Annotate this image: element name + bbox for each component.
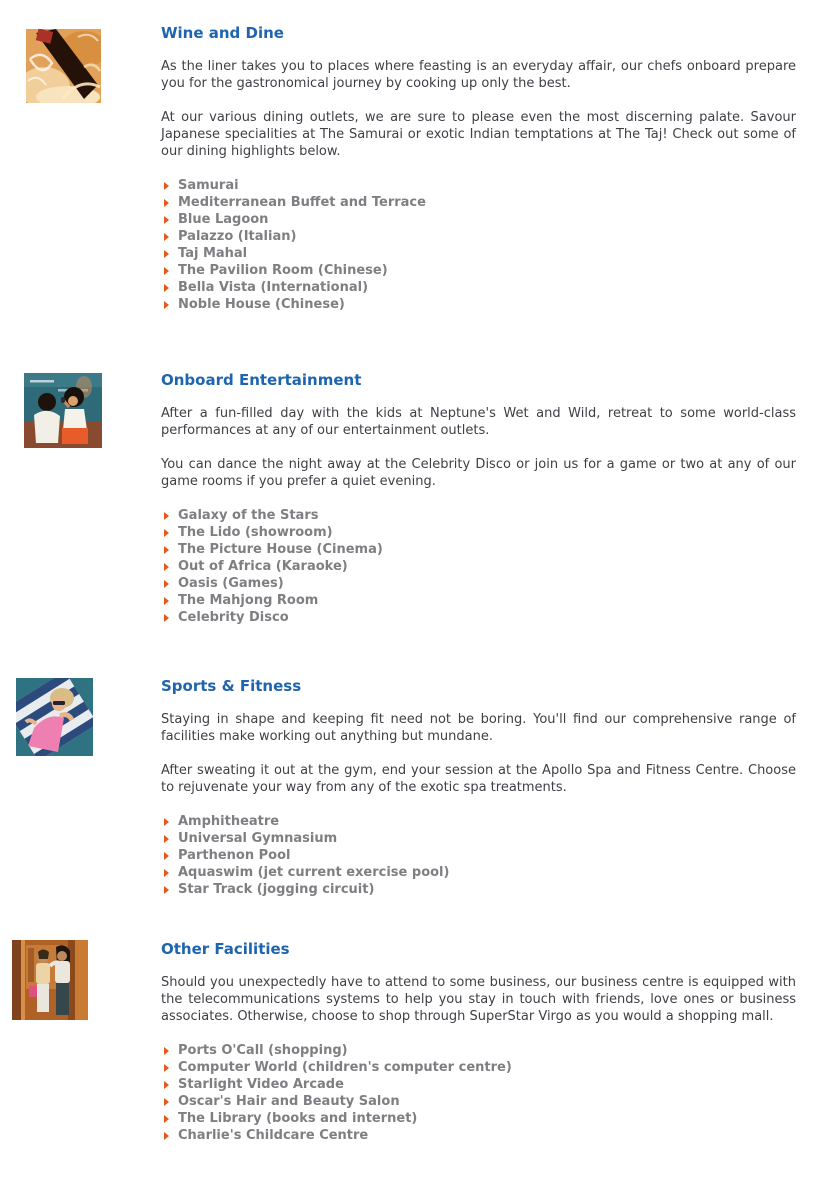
- bullet-arrow-icon: [164, 852, 169, 860]
- section-sports-fitness: [0, 677, 822, 898]
- feature-list: [161, 813, 796, 898]
- bullet-arrow-icon: [164, 216, 169, 224]
- section-paragraph: Staying in shape and keeping fit need not be boring. You'll find our comprehensive range of facilities make working out anything but mundane.: [161, 712, 796, 744]
- list-item-label: The Lido (showroom): [178, 525, 333, 540]
- list-item: [161, 296, 796, 313]
- bullet-arrow-icon: [164, 614, 169, 622]
- thumbnail-column: [0, 940, 161, 1020]
- section-paragraph: After sweating it out at the gym, end your session at the Apollo Spa and Fitness Centre. Choose to rejuvenate your way from any of the exotic spa treatments.: [161, 763, 796, 795]
- section-paragraph: You can dance the night away at the Celebrity Disco or join us for a game or two at any of our game rooms if you prefer a quiet evening.: [161, 457, 796, 489]
- list-item: [161, 211, 796, 228]
- bullet-arrow-icon: [164, 182, 169, 190]
- list-item: [161, 609, 796, 626]
- list-item: [161, 1042, 796, 1059]
- section-paragraph: As the liner takes you to places where feasting is an everyday affair, our chefs onboard prepare you for the gastronomical journey by cooking up only the best.: [161, 59, 796, 91]
- section-paragraph: At our various dining outlets, we are sure to please even the most discerning palate. Savour Japanese specialities at The Samurai or exotic Indian temptations at The Taj! Check out some of our dining highlights below.: [161, 110, 796, 159]
- list-item: [161, 194, 796, 211]
- list-item: [161, 558, 796, 575]
- karaoke-couple-photo: [24, 373, 102, 448]
- list-item: [161, 228, 796, 245]
- list-item: [161, 1076, 796, 1093]
- bullet-arrow-icon: [164, 1098, 169, 1106]
- thumbnail-column: [0, 24, 161, 103]
- list-item-label: Noble House (Chinese): [178, 297, 345, 312]
- list-item: [161, 830, 796, 847]
- section-title: Sports & Fitness: [161, 677, 302, 695]
- thumbnail-column: [0, 677, 161, 756]
- list-item-label: Charlie's Childcare Centre: [178, 1128, 369, 1143]
- section-onboard-entertainment: [0, 371, 822, 626]
- bullet-arrow-icon: [164, 869, 169, 877]
- list-item-label: Taj Mahal: [178, 246, 248, 261]
- bullet-arrow-icon: [164, 233, 169, 241]
- bullet-arrow-icon: [164, 563, 169, 571]
- bullet-arrow-icon: [164, 199, 169, 207]
- list-item: [161, 245, 796, 262]
- list-item-label: Galaxy of the Stars: [178, 508, 319, 523]
- list-item: [161, 177, 796, 194]
- list-item: [161, 279, 796, 296]
- bullet-arrow-icon: [164, 250, 169, 258]
- feature-list: [161, 507, 796, 626]
- bullet-arrow-icon: [164, 818, 169, 826]
- list-item: [161, 575, 796, 592]
- thumbnail-column: [0, 371, 161, 448]
- list-item-label: Blue Lagoon: [178, 212, 269, 227]
- list-item-label: Parthenon Pool: [178, 848, 291, 863]
- list-item-label: Out of Africa (Karaoke): [178, 559, 348, 574]
- bullet-arrow-icon: [164, 1047, 169, 1055]
- list-item-label: The Library (books and internet): [178, 1111, 418, 1126]
- list-item: [161, 864, 796, 881]
- bullet-arrow-icon: [164, 597, 169, 605]
- shopping-couple-photo: [12, 940, 88, 1020]
- section-other-facilities: [0, 940, 822, 1144]
- bullet-arrow-icon: [164, 1132, 169, 1140]
- feature-list: [161, 177, 796, 313]
- bullet-arrow-icon: [164, 512, 169, 520]
- list-item: [161, 1110, 796, 1127]
- list-item-label: Mediterranean Buffet and Terrace: [178, 195, 426, 210]
- list-item-label: Computer World (children's computer centre): [178, 1060, 512, 1075]
- section-title: Other Facilities: [161, 940, 290, 958]
- list-item: [161, 881, 796, 898]
- sunbathing-woman-photo: [16, 678, 93, 756]
- bullet-arrow-icon: [164, 580, 169, 588]
- bullet-arrow-icon: [164, 284, 169, 292]
- list-item: [161, 507, 796, 524]
- section-title: Onboard Entertainment: [161, 371, 362, 389]
- list-item-label: Samurai: [178, 178, 239, 193]
- bullet-arrow-icon: [164, 886, 169, 894]
- list-item: [161, 262, 796, 279]
- bullet-arrow-icon: [164, 835, 169, 843]
- wine-bottle-photo: [26, 29, 101, 103]
- content-column: [161, 371, 796, 626]
- bullet-arrow-icon: [164, 1064, 169, 1072]
- list-item-label: Ports O'Call (shopping): [178, 1043, 348, 1058]
- list-item-label: Star Track (jogging circuit): [178, 882, 375, 897]
- section-wine-and-dine: [0, 24, 822, 313]
- list-item-label: Amphitheatre: [178, 814, 280, 829]
- section-title: Wine and Dine: [161, 24, 284, 42]
- content-column: [161, 940, 796, 1144]
- list-item: [161, 541, 796, 558]
- list-item-label: Bella Vista (International): [178, 280, 369, 295]
- list-item-label: Universal Gymnasium: [178, 831, 338, 846]
- list-item: [161, 847, 796, 864]
- list-item: [161, 524, 796, 541]
- section-paragraph: After a fun-filled day with the kids at Neptune's Wet and Wild, retreat to some world-class performances at any of our entertainment outlets.: [161, 406, 796, 438]
- list-item-label: Palazzo (Italian): [178, 229, 297, 244]
- list-item-label: Oasis (Games): [178, 576, 284, 591]
- bullet-arrow-icon: [164, 301, 169, 309]
- list-item-label: The Picture House (Cinema): [178, 542, 383, 557]
- content-column: [161, 24, 796, 313]
- list-item: [161, 1127, 796, 1144]
- list-item: [161, 1093, 796, 1110]
- bullet-arrow-icon: [164, 1081, 169, 1089]
- bullet-arrow-icon: [164, 267, 169, 275]
- list-item-label: Oscar's Hair and Beauty Salon: [178, 1094, 400, 1109]
- list-item-label: The Mahjong Room: [178, 593, 319, 608]
- list-item-label: The Pavilion Room (Chinese): [178, 263, 388, 278]
- list-item-label: Starlight Video Arcade: [178, 1077, 344, 1092]
- list-item: [161, 813, 796, 830]
- bullet-arrow-icon: [164, 529, 169, 537]
- content-column: [161, 677, 796, 898]
- list-item: [161, 1059, 796, 1076]
- feature-list: [161, 1042, 796, 1144]
- list-item-label: Celebrity Disco: [178, 610, 289, 625]
- bullet-arrow-icon: [164, 1115, 169, 1123]
- list-item: [161, 592, 796, 609]
- section-paragraph: Should you unexpectedly have to attend to some business, our business centre is equipped with the telecommunications systems to help you stay in touch with friends, love ones or business associates. Otherwise, choose to shop through SuperStar Virgo as you would a shopping mall.: [161, 975, 796, 1024]
- bullet-arrow-icon: [164, 546, 169, 554]
- list-item-label: Aquaswim (jet current exercise pool): [178, 865, 450, 880]
